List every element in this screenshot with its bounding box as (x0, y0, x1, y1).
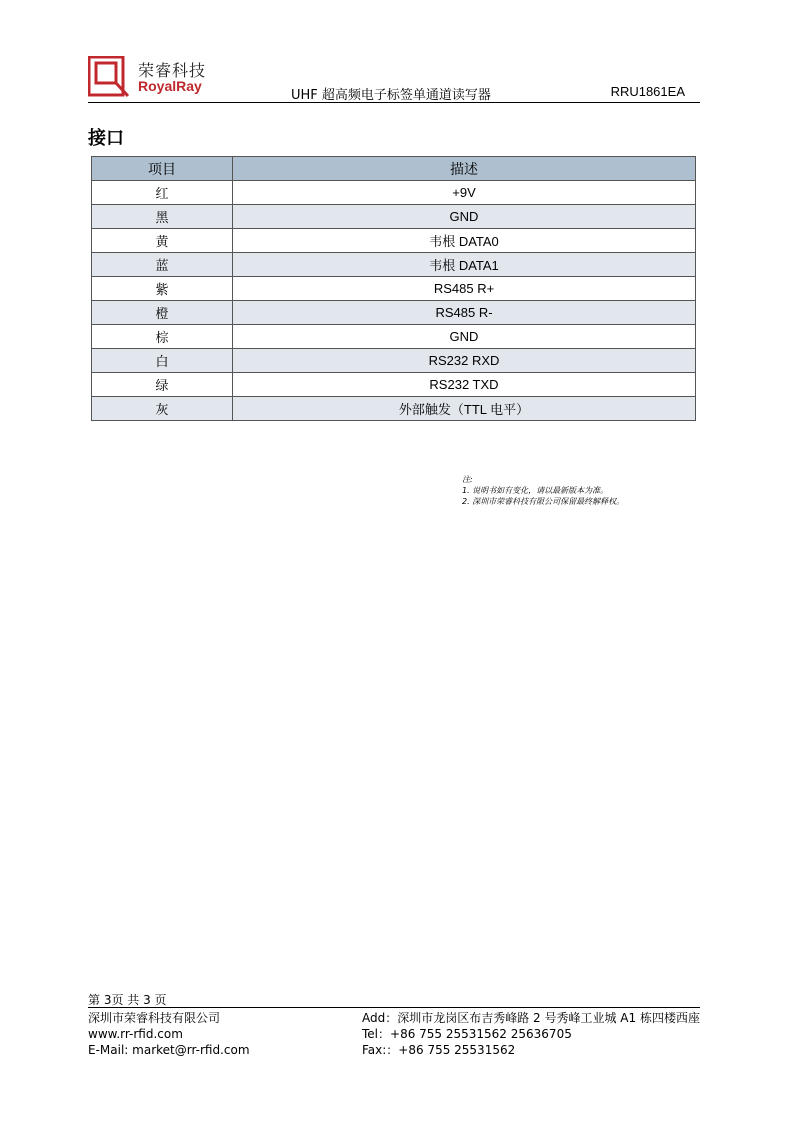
wire-description: 韦根 DATA1 (233, 253, 696, 277)
header-divider (88, 102, 700, 103)
document-title: UHF 超高频电子标签单通道读写器 (291, 88, 491, 103)
footer-email: E-Mail: market@rr-rfid.com (88, 1043, 250, 1057)
wire-description: GND (233, 205, 696, 229)
wire-color: 白 (92, 349, 233, 373)
company-name-en: RoyalRay (138, 78, 202, 94)
footer-company: 深圳市荣睿科技有限公司 (88, 1011, 221, 1025)
wire-color: 红 (92, 181, 233, 205)
wire-description: RS232 TXD (233, 373, 696, 397)
wire-description: 韦根 DATA0 (233, 229, 696, 253)
section-title: 接口 (88, 128, 124, 149)
table-row (92, 229, 696, 253)
column-header-item: 项目 (92, 157, 233, 181)
table-row (92, 301, 696, 325)
wire-color: 蓝 (92, 253, 233, 277)
column-header-description: 描述 (233, 157, 696, 181)
page-number: 第 3页 共 3 页 (88, 993, 167, 1007)
royalray-logo-icon (88, 56, 130, 98)
wire-description: GND (233, 325, 696, 349)
wire-description: 外部触发（TTL 电平） (233, 397, 696, 421)
table-row (92, 373, 696, 397)
wire-color: 黄 (92, 229, 233, 253)
footer-divider (88, 1007, 700, 1008)
wire-description: RS232 RXD (233, 349, 696, 373)
footer-address: Add：深圳市龙岗区布吉秀峰路 2 号秀峰工业城 A1 栋四楼西座 (362, 1011, 700, 1025)
wire-description: RS485 R+ (233, 277, 696, 301)
footer-left (88, 1010, 250, 1058)
wire-color: 绿 (92, 373, 233, 397)
footer-right (362, 1010, 700, 1058)
notes-block (462, 474, 624, 507)
wire-color: 橙 (92, 301, 233, 325)
wire-color: 紫 (92, 277, 233, 301)
wire-color: 黑 (92, 205, 233, 229)
interface-table (91, 156, 696, 421)
table-row (92, 205, 696, 229)
table-row (92, 253, 696, 277)
table-row (92, 349, 696, 373)
company-name-cn: 荣睿科技 (138, 61, 207, 80)
table-row (92, 325, 696, 349)
table-header-row (92, 157, 696, 181)
footer-tel: Tel：+86 755 25531562 25636705 (362, 1027, 572, 1041)
wire-color: 灰 (92, 397, 233, 421)
wire-description: +9V (233, 181, 696, 205)
note-item: 2. 深圳市荣睿科技有限公司保留最终解释权。 (462, 497, 625, 506)
table-row (92, 277, 696, 301)
table-row (92, 181, 696, 205)
wire-color: 棕 (92, 325, 233, 349)
product-model: RRU1861EA (610, 84, 685, 99)
footer-fax: Fax:：+86 755 25531562 (362, 1043, 516, 1057)
wire-description: RS485 R- (233, 301, 696, 325)
table-row (92, 397, 696, 421)
notes-title: 注: (462, 475, 473, 484)
footer-website: www.rr-rfid.com (88, 1027, 183, 1041)
note-item: 1. 说明书如有变化，请以最新版本为准。 (462, 486, 609, 495)
